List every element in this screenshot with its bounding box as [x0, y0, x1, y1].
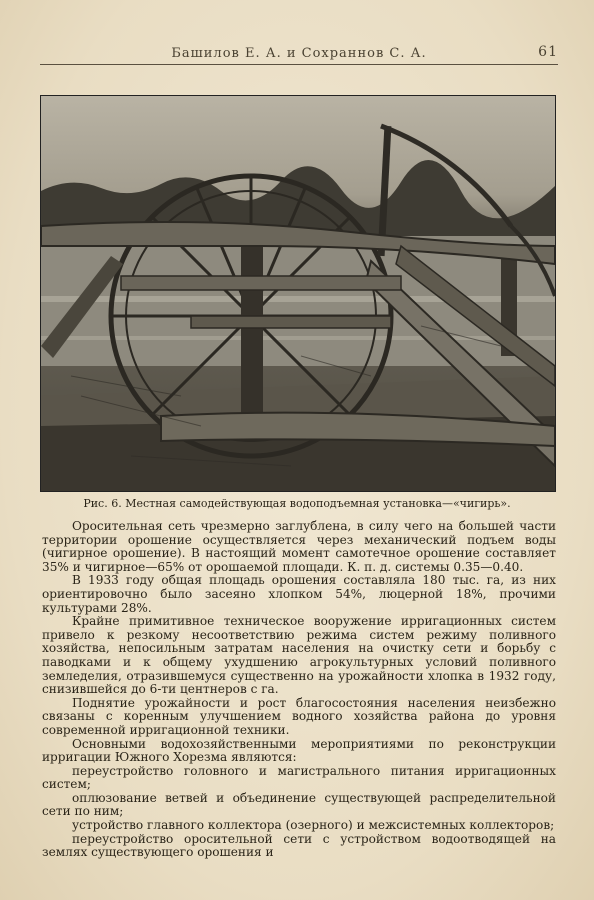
running-header — [40, 44, 558, 65]
list-item: переустройство оросительной сети с устройством водоотводящей на землях существующего орошения и — [42, 831, 556, 860]
list-item: оплюзование ветвей и объединение существующей распределительной сети по ним; — [42, 790, 556, 819]
figure-photo — [40, 95, 556, 492]
body-text — [42, 520, 556, 860]
paragraph: Оросительная сеть чрезмерно заглублена, в силу чего на большей части территории орошение осуществляется через механический подъем воды (чигирное орошение). В настоящий момент самотечное орошение составляет 35% и чигирное—65% от орошаемой площади. К. п. д. системы 0.35—0.40. — [42, 519, 556, 574]
paragraph: Крайне примитивное техническое вооружение ирригационных систем привело к резкому несоответствию режима систем режиму поливного хозяйства, непосильным затратам населения на очистку сети и борьбу с паводками и к общему ухудшению агрокультурных условий поливного земледелия, отразившемуся существенно на урожайности хлопка в 1932 году, снизившейся до 6-ти центнеров с га. — [42, 614, 556, 697]
page-number: 61 — [538, 44, 558, 60]
figure-caption: Рис. 6. Местная самодействующая водоподъемная установка—«чигирь». — [83, 497, 511, 510]
paragraph: В 1933 году общая площадь орошения составляла 180 тыс. га, из них ориентировочно было засеяно хлопком 54%, люцерной 18%, прочими культурами 28%. — [42, 573, 556, 615]
list-item: устройство главного коллектора (озерного) и межсистемных коллекторов; — [72, 818, 555, 833]
header-authors: Башилов Е. А. и Сохраннов С. А. — [171, 46, 427, 61]
list-item: переустройство головного и магистрального питания ирригационных систем; — [42, 763, 556, 792]
paragraph: Основными водохозяйственными мероприятиями по реконструкции ирригации Южного Хорезма являются: — [42, 736, 556, 765]
paragraph: Поднятие урожайности и рост благосостояния населения неизбежно связаны с коренным улучшением водного хозяйства района до уровня современной ирригационной техники. — [42, 695, 556, 737]
